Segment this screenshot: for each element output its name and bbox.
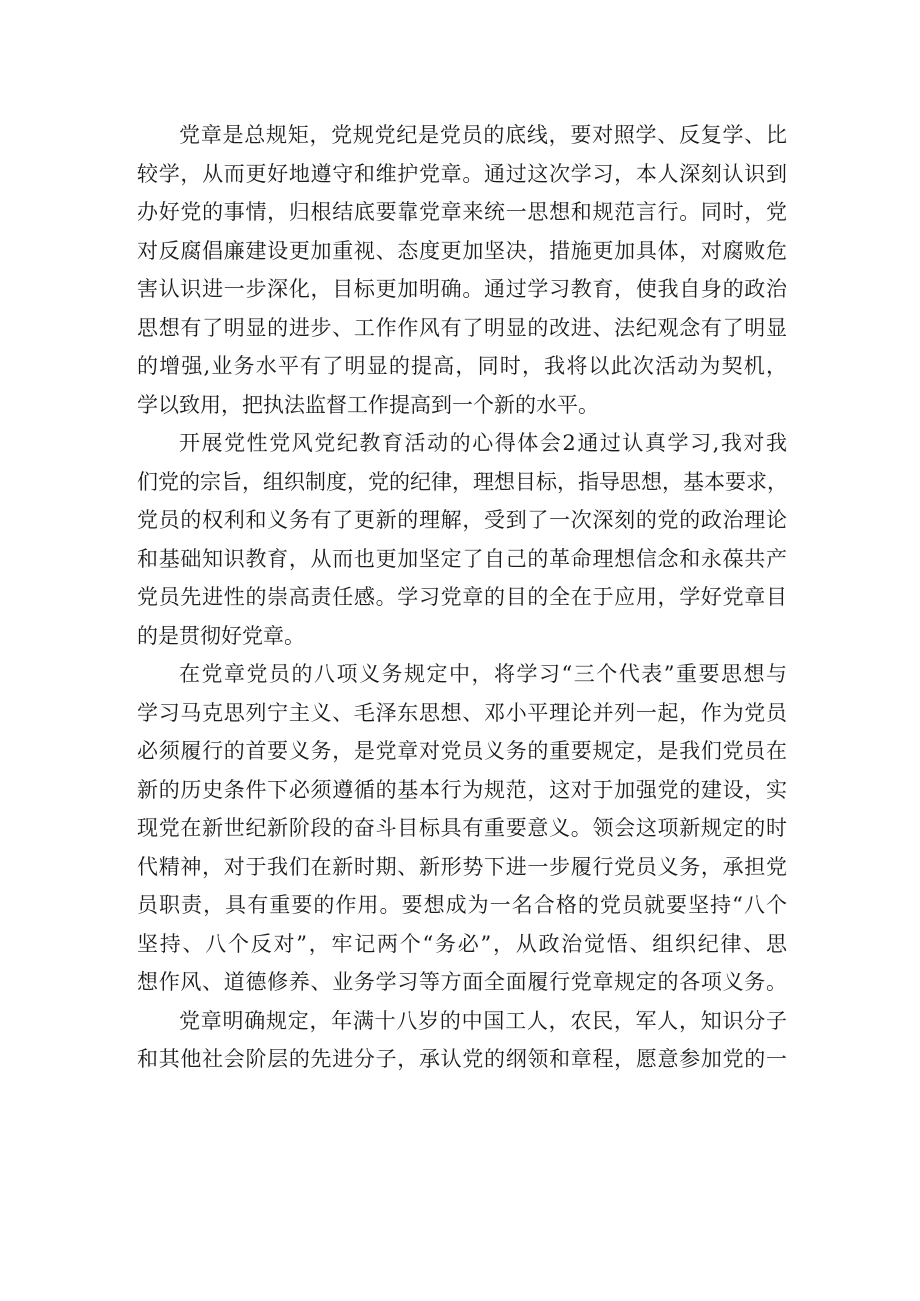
paragraph-4 xyxy=(137,1002,787,1079)
text-line: 的是贯彻好党章。 xyxy=(137,623,305,648)
paragraph-2 xyxy=(137,424,787,655)
text-line: 思想有了明显的进步、工作作风有了明显的改进、法纪观念有了明显 xyxy=(137,315,787,340)
text-line: 开展党性党风党纪教育活动的心得体会2通过认真学习,我对我 xyxy=(179,431,787,455)
text-line: 办好党的事情，归根结底要靠党章来统一思想和规范言行。同时，党 xyxy=(137,200,787,224)
text-line: 们党的宗旨，组织制度，党的纪律，理想目标，指导思想，基本要求， xyxy=(137,469,788,494)
text-line: 对反腐倡廉建设更加重视、态度更加坚决，措施更加具体，对腐败危 xyxy=(137,238,787,263)
text-line: 和基础知识教育，从而也更加坚定了自己的革命理想信念和永葆共产 xyxy=(137,546,787,571)
text-line: 和其他社会阶层的先进分子，承认党的纲领和章程，愿意参加党的一 xyxy=(137,1047,787,1071)
text-line: 代精神，对于我们在新时期、新形势下进一步履行党员义务，承担党 xyxy=(137,854,787,879)
paragraph-1 xyxy=(137,116,787,424)
text-line: 较学，从而更好地遵守和维护党章。通过这次学习，本人深刻认识到 xyxy=(137,161,787,186)
text-line: 现党在新世纪新阶段的奋斗目标具有重要意义。领会这项新规定的时 xyxy=(137,816,787,840)
text-line: 坚持、八个反对”，牢记两个“务必”，从政治觉悟、组织纪律、思 xyxy=(137,931,787,956)
text-line: 害认识进一步深化，目标更加明确。通过学习教育，使我自身的政治 xyxy=(137,277,787,301)
text-line: 在党章党员的八项义务规定中，将学习“三个代表”重要思想与 xyxy=(179,662,787,686)
text-line: 新的历史条件下必须遵循的基本行为规范，这对于加强党的建设，实 xyxy=(137,777,787,802)
document-body xyxy=(137,116,787,1079)
text-line: 员职责，具有重要的作用。要想成为一名合格的党员就要坚持“八个 xyxy=(137,893,787,917)
text-line: 党章明确规定，年满十八岁的中国工人，农民，军人，知识分子 xyxy=(179,1008,787,1033)
text-line: 党章是总规矩，党规党纪是党员的底线，要对照学、反复学、比 xyxy=(179,123,787,147)
text-line: 党员先进性的崇高责任感。学习党章的目的全在于应用，学好党章目 xyxy=(137,585,787,609)
text-line: 学以致用，把执法监督工作提高到一个新的水平。 xyxy=(137,392,599,417)
paragraph-3 xyxy=(137,655,787,1002)
text-line: 想作风、道德修养、业务学习等方面全面履行党章规定的各项义务。 xyxy=(137,970,787,994)
text-line: 学习马克思列宁主义、毛泽东思想、邓小平理论并列一起，作为党员 xyxy=(137,700,787,725)
text-line: 必须履行的首要义务，是党章对党员义务的重要规定，是我们党员在 xyxy=(137,739,787,763)
text-line: 党员的权利和义务有了更新的理解，受到了一次深刻的党的政治理论 xyxy=(137,508,787,532)
text-line: 的增强,业务水平有了明显的提高，同时，我将以此次活动为契机， xyxy=(137,354,787,378)
